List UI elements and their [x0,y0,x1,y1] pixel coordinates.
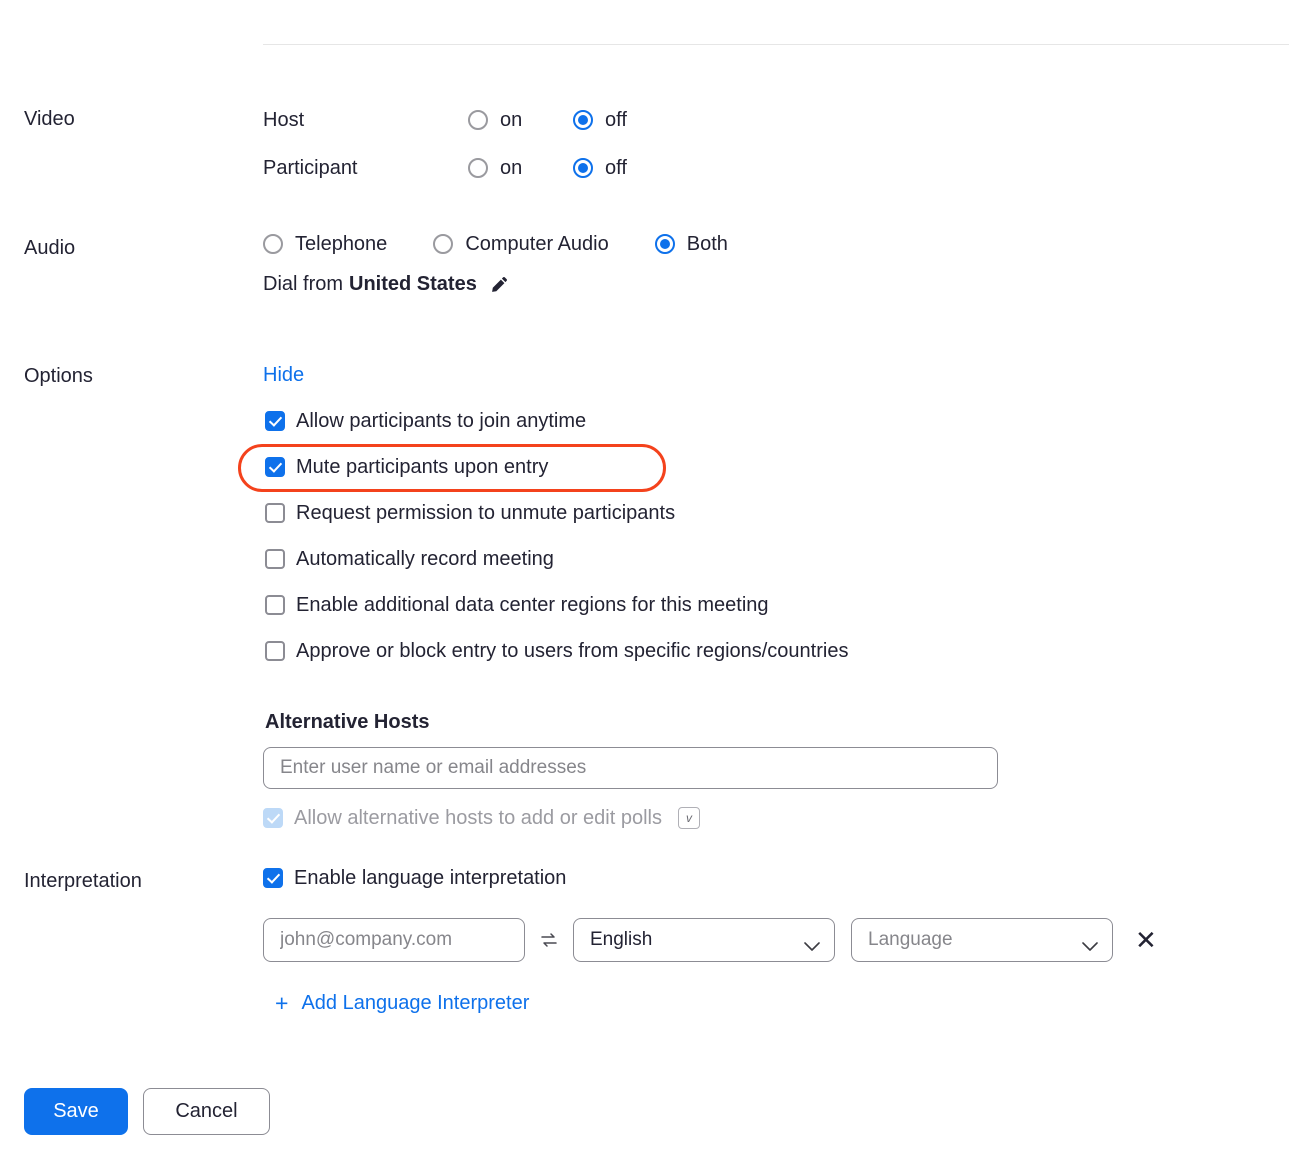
option-label: Enable additional data center regions for this meeting [296,594,769,616]
checkbox-icon [265,595,285,615]
checkbox-icon [265,503,285,523]
audio-section-label: Audio [24,237,76,259]
interpreter-row [263,918,1157,962]
options-section [263,362,998,830]
option-allow-join-anytime[interactable] [265,409,998,433]
remove-interpreter-close-icon[interactable]: ✕ [1135,925,1157,955]
video-host-off-radio[interactable] [573,108,627,132]
pencil-icon[interactable] [489,275,509,295]
video-host-on-radio[interactable] [468,108,573,132]
swap-arrows-icon[interactable] [539,930,559,950]
top-divider [263,44,1289,45]
option-mute-on-entry[interactable] [265,455,998,479]
dial-from-prefix: Dial from [263,273,344,295]
audio-both-radio[interactable] [655,232,728,256]
radio-circle-icon [573,110,593,130]
language-to-placeholder: Language [868,929,953,950]
dial-from-country: United States [349,273,477,295]
audio-telephone-radio[interactable] [263,232,387,256]
video-participant-on-label: on [500,157,523,179]
checkbox-icon [265,411,285,431]
checkbox-icon [265,457,285,477]
audio-computer-radio[interactable] [433,232,608,256]
add-language-interpreter-label: Add Language Interpreter [301,992,530,1014]
interpretation-section-label: Interpretation [24,870,142,892]
video-participant-off-radio[interactable] [573,156,627,180]
language-from-value: English [590,929,653,950]
options-section-label: Options [24,365,93,387]
radio-circle-icon [263,234,283,254]
option-auto-record[interactable] [265,547,998,571]
radio-circle-icon [468,110,488,130]
video-section-label: Video [24,108,75,130]
interpreter-email-input[interactable] [263,918,525,962]
video-participant-on-radio[interactable] [468,156,573,180]
option-label: Allow participants to join anytime [296,410,587,432]
option-label: Allow alternative hosts to add or edit polls [294,807,662,829]
form-footer [24,1088,270,1135]
alternative-hosts-input[interactable] [263,747,998,789]
interpreter-language-to-select[interactable] [851,918,1113,962]
interpretation-section [263,866,1157,1017]
allow-alt-hosts-polls-row [263,806,998,830]
plus-icon: + [275,990,289,1016]
audio-computer-label: Computer Audio [465,233,609,255]
video-host-off-label: off [605,109,627,131]
video-participant-row [263,148,627,188]
video-participant-label: Participant [263,156,358,179]
option-data-center-regions[interactable] [265,593,998,617]
option-label: Enable language interpretation [294,867,567,889]
alternative-hosts-title: Alternative Hosts [265,711,430,733]
poll-badge-icon: v [678,807,700,829]
radio-circle-icon [468,158,488,178]
audio-section [263,232,774,296]
cancel-button[interactable]: Cancel [143,1088,270,1135]
checkbox-icon [263,868,283,888]
chevron-down-icon [1082,936,1098,958]
option-alt-hosts-edit-polls [263,806,662,830]
audio-options [263,232,774,256]
video-participant-off-label: off [605,157,627,179]
save-button[interactable]: Save [24,1088,128,1135]
radio-circle-icon [655,234,675,254]
option-approve-block-entry[interactable] [265,639,998,663]
option-label: Mute participants upon entry [296,456,549,478]
checkbox-icon [263,808,283,828]
interpreter-language-from-select[interactable] [573,918,835,962]
chevron-down-icon [804,936,820,958]
dial-from-row [263,273,774,296]
audio-both-label: Both [686,233,728,255]
option-label: Request permission to unmute participants [296,502,676,524]
option-request-permission-unmute[interactable] [265,501,998,525]
add-language-interpreter-button[interactable] [275,990,1157,1017]
checkbox-icon [265,549,285,569]
radio-circle-icon [433,234,453,254]
option-label: Automatically record meeting [296,548,554,570]
video-section [263,100,627,188]
options-checkbox-list [265,409,998,685]
options-hide-toggle[interactable]: Hide [263,364,305,386]
video-host-row [263,100,627,140]
option-label: Approve or block entry to users from specific regions/countries [296,640,849,662]
video-host-label: Host [263,108,305,131]
audio-telephone-label: Telephone [295,233,388,255]
enable-language-interpretation-checkbox[interactable] [263,866,1157,890]
radio-circle-icon [573,158,593,178]
video-host-on-label: on [500,109,523,131]
checkbox-icon [265,641,285,661]
